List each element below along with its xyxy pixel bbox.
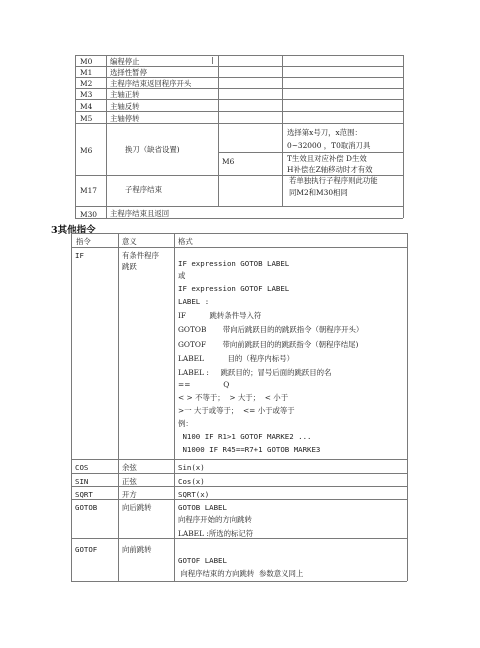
sin-format: Cos(x) (178, 477, 205, 486)
m17-note-2: 同M2和M30相同 (289, 188, 348, 197)
sqrt-command: SQRT (75, 490, 93, 499)
if-line-2: 或 (178, 271, 186, 280)
m5-desc: 主轴停转 (110, 114, 140, 123)
if-meaning-2: 跳跃 (122, 262, 137, 271)
sqrt-format: SQRT(x) (178, 490, 210, 499)
gotof-line-1: GOTOF LABEL (178, 556, 227, 565)
gotof-command: GOTOF (75, 545, 98, 554)
if-line-4: LABEL : (178, 297, 210, 306)
cos-meaning: 余弦 (122, 463, 137, 472)
cos-command: COS (75, 463, 89, 472)
gotof-line-2: 向程序结束的方向跳转 参数意义同上 (178, 569, 304, 578)
m4-desc: 主轴反转 (110, 102, 140, 111)
m0-desc: 编程停止 (110, 57, 140, 66)
if-meaning-1: 有条件程序 (122, 251, 159, 260)
section-heading: 3其他指令 (51, 225, 96, 236)
if-line-12: >一 大于或等于； <= 小于或等于 (178, 406, 295, 415)
m5-code: M5 (80, 114, 93, 123)
gotob-line-2: 向程序开始的方向跳转 (178, 515, 252, 524)
m17-note-1: 若单独执行子程序则此功能 (289, 176, 378, 185)
if-line-8: LABEL 目的（程序内标号） (178, 354, 294, 363)
m1-desc: 选择性暂停 (110, 68, 147, 77)
sqrt-meaning: 开方 (122, 490, 137, 499)
m3-desc: 主轴正转 (110, 90, 140, 99)
header-command: 指令 (76, 237, 91, 246)
sin-command: SIN (75, 477, 89, 486)
if-line-11: < > 不等于； > 大于； < 小于 (178, 393, 289, 402)
gotob-command: GOTOB (75, 503, 98, 512)
m30-code: M30 (80, 210, 97, 219)
if-command: IF (75, 251, 84, 260)
if-line-15: N1000 IF R45==R7+1 GOTOB MARKE3 (178, 445, 321, 454)
m1-code: M1 (80, 68, 93, 77)
m6-note-3: T生效且对应补偿 D生效 (287, 154, 367, 163)
if-line-14: N100 IF R1>1 GOTOF MARKE2 ... (178, 432, 312, 441)
m6-note-4: H补偿在Z轴移动时才有效 (287, 165, 373, 174)
m30-desc: 主程序结束且返回 (110, 209, 170, 218)
if-line-3: IF expression GOTOF LABEL (178, 284, 290, 293)
cos-format: Sin(x) (178, 463, 205, 472)
m4-code: M4 (80, 102, 93, 111)
header-meaning: 意义 (122, 237, 137, 246)
m2-desc: 主程序结束返回程序开头 (110, 79, 192, 88)
m6-sub-code: M6 (222, 157, 235, 166)
sin-meaning: 正弦 (122, 477, 137, 486)
m6-note-2: 0~32000 ，T0取消刀具 (287, 141, 371, 150)
m0-code: M0 (80, 57, 93, 66)
m2-code: M2 (80, 79, 93, 88)
if-line-7: GOTOF 带向前跳跃目的的跳跃指令（朝程序结尾) (178, 340, 359, 349)
gotob-line-1: GOTOB LABEL (178, 503, 227, 512)
gotob-meaning: 向后跳转 (122, 503, 152, 512)
if-line-9: LABEL : 跳跃目的；冒号后面的跳跃目的名 (178, 368, 332, 377)
if-line-13: 例： (178, 419, 193, 428)
m6-note-1: 选择第x号刀，x范围： (287, 128, 362, 137)
m6-desc: 换刀（缺省设置) (125, 145, 180, 154)
gotof-meaning: 向前跳转 (122, 545, 152, 554)
if-line-5: IF 跳转条件导入符 (178, 311, 262, 320)
if-line-6: GOTOB 带向后跳跃目的的跳跃指令（朝程序开头） (178, 325, 364, 334)
gotob-line-3: LABEL :所选的标记符 (178, 529, 254, 538)
m3-code: M3 (80, 90, 93, 99)
m17-code: M17 (80, 186, 97, 195)
m17-desc: 子程序结束 (125, 185, 162, 194)
if-line-1: IF expression GOTOB LABEL (178, 259, 290, 268)
if-line-10: == Q (178, 380, 230, 389)
m6-code: M6 (80, 146, 93, 155)
header-format: 格式 (178, 237, 193, 246)
